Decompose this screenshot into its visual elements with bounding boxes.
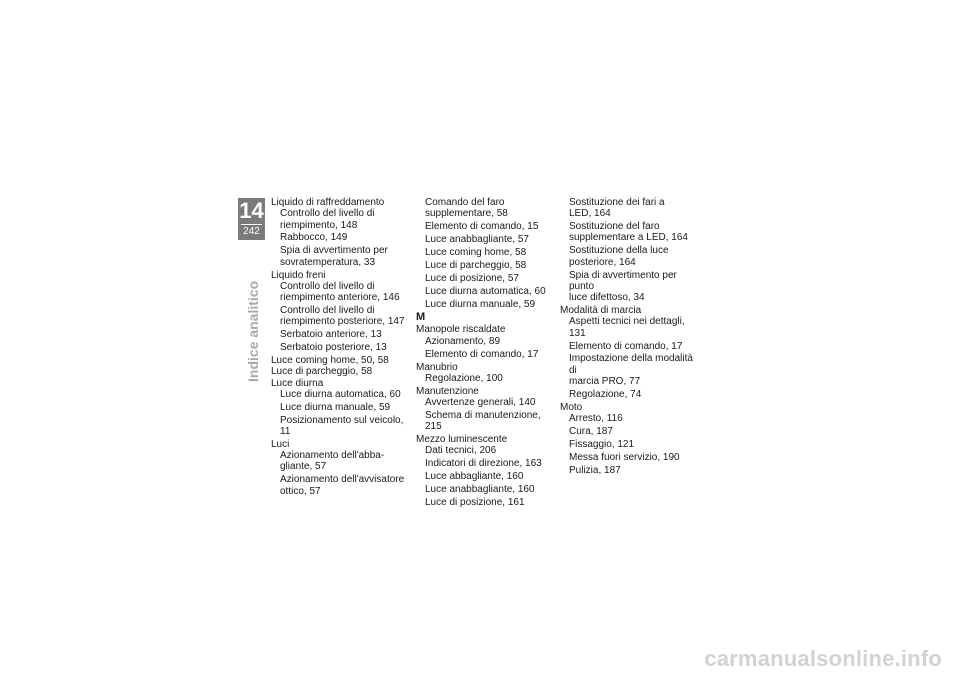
index-entry xyxy=(271,197,411,268)
index-entry-heading: Manubrio xyxy=(416,361,458,373)
index-entry xyxy=(271,355,411,366)
index-entry xyxy=(416,197,556,310)
index-subentry-line: Luce di parcheggio, 58 xyxy=(425,259,527,271)
index-subentry-line: Luce di posizione, 161 xyxy=(425,496,525,508)
index-subentry-line: Regolazione, 100 xyxy=(425,372,503,384)
index-subentry-line: marcia PRO, 77 xyxy=(569,376,641,388)
index-subentry xyxy=(271,342,411,353)
index-subentry-line: gliante, 57 xyxy=(280,461,327,473)
index-subentry-line: Elemento di comando, 17 xyxy=(425,348,539,360)
index-subentry xyxy=(560,197,702,220)
index-entry-heading: Mezzo luminescente xyxy=(416,434,508,446)
index-subentry-line: ottico, 57 xyxy=(280,485,321,497)
index-subentry-line: Impostazione della modalità di xyxy=(569,353,693,376)
index-entry-heading: Luce di parcheggio, 58 xyxy=(271,366,373,378)
index-entry xyxy=(416,362,556,385)
index-subentry xyxy=(416,471,556,482)
index-subentry xyxy=(560,341,702,352)
index-subentry xyxy=(416,336,556,347)
index-subentry-line: Luce diurna manuale, 59 xyxy=(425,298,536,310)
index-subentry xyxy=(271,402,411,413)
index-subentry xyxy=(560,426,702,437)
index-subentry xyxy=(416,286,556,297)
index-subentry xyxy=(560,316,702,339)
index-subentry-line: Spia di avvertimento per punto xyxy=(569,269,677,292)
index-subentry xyxy=(416,410,556,433)
index-subentry-line: Luce abbagliante, 160 xyxy=(425,471,524,483)
index-subentry-line: Luce diurna automatica, 60 xyxy=(280,388,401,400)
index-entry-heading: Luce coming home, 50, 58 xyxy=(271,355,389,367)
index-subentry-line: Pulizia, 187 xyxy=(569,464,621,476)
chapter-badge xyxy=(238,198,265,240)
index-subentry xyxy=(560,245,702,268)
index-subentry-line: Azionamento dell'abba- xyxy=(280,450,385,462)
index-column-1 xyxy=(271,197,411,499)
index-subentry-line: Comando del faro xyxy=(425,197,505,208)
page-number: 242 xyxy=(243,226,260,237)
index-subentry-line: Spia di avvertimento per xyxy=(280,245,388,257)
index-subentry xyxy=(416,221,556,232)
index-entry-heading: Liquido freni xyxy=(271,269,326,281)
index-subentry-line: supplementare a LED, 164 xyxy=(569,232,688,244)
index-subentry xyxy=(560,465,702,476)
index-entry-heading: Luce diurna xyxy=(271,377,324,389)
index-column-2 xyxy=(416,197,556,510)
index-subentry-line: Schema di manutenzione, 215 xyxy=(425,409,541,433)
chapter-number: 14 xyxy=(239,198,264,223)
index-subentry xyxy=(560,270,702,304)
index-subentry-line: Luce diurna manuale, 59 xyxy=(280,401,391,413)
index-subentry xyxy=(560,389,702,400)
index-subentry-line: Fissaggio, 121 xyxy=(569,438,635,450)
index-subentry-line: Sostituzione della luce xyxy=(569,245,669,257)
index-subentry xyxy=(271,305,411,328)
index-subentry xyxy=(560,413,702,424)
index-subentry-line: Serbatoio posteriore, 13 xyxy=(280,342,387,354)
index-subentry-line: Aspetti tecnici nei dettagli, 131 xyxy=(569,316,685,339)
index-subentry xyxy=(271,245,411,268)
index-subentry-line: Posizionamento sul veicolo, 11 xyxy=(280,414,404,437)
index-subentry xyxy=(271,474,411,497)
index-subentry xyxy=(416,349,556,360)
index-subentry xyxy=(416,247,556,258)
index-subentry-line: Indicatori di direzione, 163 xyxy=(425,458,542,470)
index-entry xyxy=(560,305,702,400)
index-subentry xyxy=(416,445,556,456)
index-subentry xyxy=(416,484,556,495)
index-entry-heading: Manutenzione xyxy=(416,385,479,397)
index-subentry xyxy=(271,281,411,304)
index-subentry-line: supplementare, 58 xyxy=(425,208,508,220)
index-entry-heading: Modalità di marcia xyxy=(560,305,642,317)
index-letter-heading: M xyxy=(416,311,426,324)
section-title: Indice analitico xyxy=(245,280,261,382)
index-entry xyxy=(271,270,411,354)
index-subentry-line: Messa fuori servizio, 190 xyxy=(569,451,680,463)
index-subentry xyxy=(560,439,702,450)
index-subentry xyxy=(271,450,411,473)
index-subentry xyxy=(560,221,702,244)
index-entry xyxy=(560,197,702,303)
index-subentry xyxy=(560,452,702,463)
index-column-3 xyxy=(560,197,702,478)
index-subentry xyxy=(271,232,411,243)
index-subentry xyxy=(271,415,411,438)
index-subentry-line: Sostituzione dei fari a xyxy=(569,197,665,208)
index-entry xyxy=(416,434,556,508)
index-entry-heading: Luci xyxy=(271,438,290,450)
index-subentry-line: Azionamento dell'avvisatore xyxy=(280,474,405,486)
index-subentry-line: riempimento posteriore, 147 xyxy=(280,316,405,328)
index-subentry-line: Elemento di comando, 17 xyxy=(569,340,683,352)
index-entry xyxy=(271,366,411,377)
index-subentry-line: Luce anabbagliante, 160 xyxy=(425,484,535,496)
index-subentry-line: Luce anabbagliante, 57 xyxy=(425,234,529,246)
index-subentry-line: LED, 164 xyxy=(569,208,611,220)
index-subentry xyxy=(416,397,556,408)
index-subentry xyxy=(416,234,556,245)
index-entry-heading: Liquido di raffreddamento xyxy=(271,197,385,208)
index-subentry-line: Controllo del livello di xyxy=(280,208,375,220)
index-subentry-line: Luce di posizione, 57 xyxy=(425,272,519,284)
watermark: carmanualsonline.info xyxy=(704,646,942,671)
index-subentry-line: Luce coming home, 58 xyxy=(425,246,527,258)
index-subentry-line: Arresto, 116 xyxy=(569,413,623,425)
index-subentry xyxy=(271,389,411,400)
index-subentry-line: Regolazione, 74 xyxy=(569,388,642,400)
index-subentry xyxy=(560,353,702,387)
index-entry xyxy=(416,324,556,359)
index-subentry xyxy=(416,497,556,508)
index-subentry xyxy=(416,458,556,469)
index-subentry-line: riempimento anteriore, 146 xyxy=(280,292,400,304)
index-subentry-line: riempimento, 148 xyxy=(280,219,358,231)
index-entry-heading: Manopole riscaldate xyxy=(416,324,506,336)
index-entry xyxy=(271,439,411,497)
index-entry xyxy=(271,378,411,438)
index-subentry-line: posteriore, 164 xyxy=(569,256,636,268)
index-subentry-line: Cura, 187 xyxy=(569,425,613,437)
index-subentry-line: luce difettoso, 34 xyxy=(569,292,645,304)
index-subentry-line: Serbatoio anteriore, 13 xyxy=(280,329,382,341)
index-subentry-line: sovratemperatura, 33 xyxy=(280,256,376,268)
index-subentry-line: Controllo del livello di xyxy=(280,280,375,292)
index-subentry-line: Controllo del livello di xyxy=(280,305,375,317)
index-subentry-line: Azionamento, 89 xyxy=(425,335,501,347)
index-subentry-line: Avvertenze generali, 140 xyxy=(425,396,536,408)
index-subentry-line: Elemento di comando, 15 xyxy=(425,221,539,233)
index-subentry xyxy=(416,260,556,271)
index-subentry xyxy=(416,273,556,284)
index-subentry-line: Rabbocco, 149 xyxy=(280,232,348,244)
index-subentry xyxy=(271,208,411,231)
index-subentry-line: Sostituzione del faro xyxy=(569,221,660,233)
index-subentry xyxy=(271,329,411,340)
index-entry xyxy=(416,386,556,433)
index-entry xyxy=(560,402,702,476)
index-subentry xyxy=(416,197,556,220)
index-subentry xyxy=(416,299,556,310)
index-subentry xyxy=(416,373,556,384)
index-entry-heading: Moto xyxy=(560,401,583,413)
index-subentry-line: Luce diurna automatica, 60 xyxy=(425,285,546,297)
index-subentry-line: Dati tecnici, 206 xyxy=(425,445,497,457)
